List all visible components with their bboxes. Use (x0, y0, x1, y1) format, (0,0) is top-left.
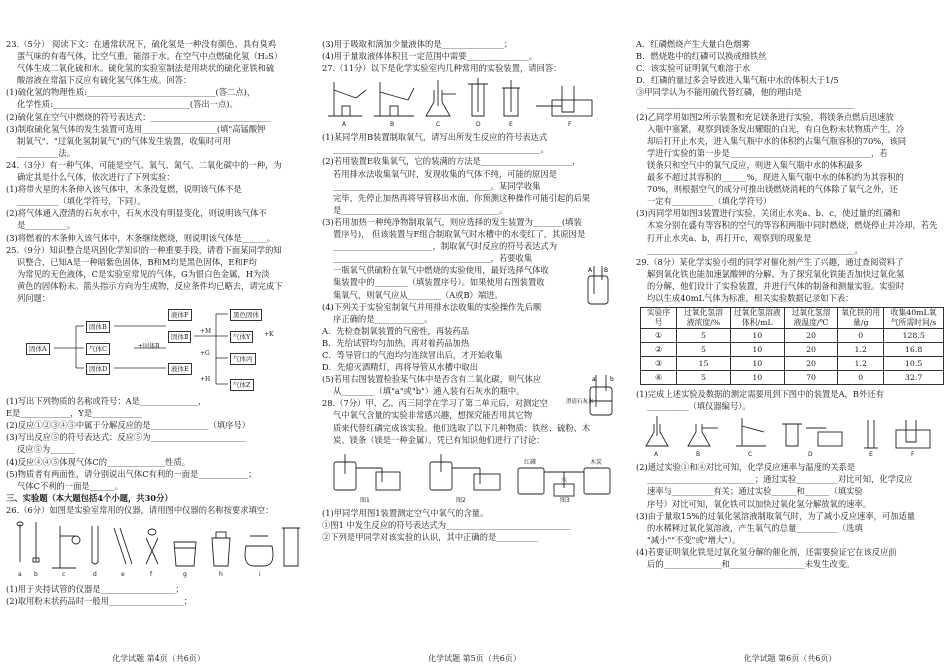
text-line: 为常见的无色液体，C是实验室常见的气体，G为银白色金属，H为淡 (17, 268, 270, 279)
device-label-a: A (342, 121, 347, 129)
measure-label-d: D (808, 451, 813, 459)
bottle-port-b: B (604, 267, 609, 275)
apparatus-label-h: h (219, 571, 223, 578)
text-line: (4)用于量取液体体积且一定范围中需要_______________。 (322, 51, 538, 62)
table-cell: 32.7 (884, 371, 944, 385)
flow-node: 黑色固体 (230, 309, 262, 321)
table-header-cell: 过氧化氢溶液浓度/% (677, 308, 731, 329)
text-line: __________法。 (17, 147, 76, 158)
text-line: 26.（6分）如图是实验室常用的仪器，请用图中仪器的名称按要求填空： (6, 504, 274, 515)
text-line: 质来代替红磷完成该实验。他们选取了以下几种物质：铁丝、硫粉、木 (333, 422, 591, 433)
table-cell: 128.5 (884, 329, 944, 343)
table-cell: 20 (784, 329, 837, 343)
table-cell: ④ (641, 371, 677, 385)
table-cell: 5 (677, 329, 731, 343)
table-cell: 16.8 (884, 343, 944, 357)
text-line: 24.（3分）有一种气体，可能是空气、氧气、氮气、二氧化碳中的一种，为 (6, 159, 282, 170)
flow-node: 气体Z (230, 379, 254, 391)
table-cell: 0 (838, 371, 884, 385)
flow-condition: +G (200, 350, 210, 358)
page-4-content (6, 38, 311, 607)
text-line: 置序号)， 但该装置与F组合制取氧气时水槽中的水变红了，其原因是 (333, 229, 586, 240)
text-line: 后的______________和__________________未发生改变。 (647, 559, 855, 569)
figure-2-caption: 图2 (456, 496, 466, 504)
table-cell: 0 (838, 329, 884, 343)
flow-node: 固体Ⅱ (168, 331, 191, 343)
text-line: "减小""不变"或"增大"）。 (647, 534, 741, 545)
text-line: 均以生成40mL气体为标准，相关实验数据记录如下表： (647, 292, 854, 303)
table-cell: ② (641, 343, 677, 357)
text-line: __________（填仪器编号）。 (647, 401, 751, 412)
table-row (641, 357, 944, 371)
text-line: 酸溶液在常温下反应有硫化氢气体生成。回答： (17, 75, 192, 86)
flow-node: 气体C (86, 343, 110, 355)
table-cell: 10 (730, 357, 784, 371)
measure-label-e: E (869, 451, 873, 459)
text-line: (1)将带火星的木条伸入该气体中，木条没复燃，说明该气体不是 (6, 184, 242, 195)
table-cell: 20 (784, 343, 837, 357)
text-line: 28.（7分）甲、乙、丙三同学在学习了第二单元后，对测定空 (322, 398, 548, 409)
text-line: 从________（填"a"或"b"）通入装有石灰水的瓶中。 (333, 386, 525, 397)
table-cell: 70 (784, 371, 837, 385)
page-6-column (636, 0, 944, 672)
text-line: 的分解，他们设计了实验装置，并进行气体的制备和测量实验。实验时 (647, 280, 905, 291)
page-4-footer: 化学试题 第4页（共6页） (112, 654, 205, 663)
text-line: __________________________；通过实验__________对比可知，化学反应 (647, 474, 913, 485)
table-cell: 5 (677, 371, 731, 385)
gas-apparatus-figure (322, 76, 627, 128)
text-line: (3)制取硫化氢气体的发生装置可选用__________________(填"高锰酸钾 (6, 123, 266, 134)
text-line: (4)若要证明氧化铁是过氧化氢分解的催化剂，还需要验证它在该反应前 (636, 546, 897, 557)
text-line: A．先检查制氧装置的气密性，再装药品 (322, 325, 470, 336)
text-line: ②下列是甲同学对该实验的认识，其中正确的是__________ (322, 531, 538, 542)
text-line: ③甲同学认为不能用硫代替红磷，他的理由是 (636, 87, 802, 98)
text-line: 完毕，先停止加热再将导管移出水面，你预测这种操作可能引起的后果 (333, 192, 591, 203)
device-label-f: F (568, 121, 572, 129)
measure-label-a: A (654, 451, 659, 459)
table-row (641, 371, 944, 385)
table-row (641, 329, 944, 343)
measurement-apparatus-drawing (636, 414, 936, 458)
apparatus-label-a: a (18, 571, 22, 578)
apparatus-label-g: g (183, 571, 187, 578)
flow-node: 气体Y (230, 331, 253, 343)
apparatus-label-d: d (93, 571, 97, 578)
text-line: (3)若用加热一种纯净物制取氧气，则应选择的发生装置为_______(填装 (322, 216, 582, 227)
text-line: ______________________________________。某同学收集 (333, 180, 541, 191)
text-line: 蛋气味的有毒气体，比空气重，能溶于水。在空气中点燃硫化氢（H₂S） (17, 51, 283, 62)
figure-1-caption: 图1 (360, 496, 370, 504)
text-line: B．先给试管均匀加热，再对着药品加热 (322, 337, 470, 348)
flow-condition: +H (200, 376, 211, 384)
flow-node: 液体F (168, 309, 192, 321)
text-line: __________________________________________________ (647, 99, 855, 110)
text-line: (3)丙同学用如图3装置进行实验，关闭止水夹a、b、c，使过量的红磷和 (636, 208, 901, 219)
text-line: (2)通过实验①和④对比可知，化学反应速率与温度的关系是 (636, 462, 856, 473)
table-header-cell: 过氧化氢溶液体积/mL (730, 308, 784, 329)
flow-node: 固体A (26, 343, 50, 355)
apparatus-label-b: b (34, 571, 38, 578)
text-line: 集装置中的________（填装置序号）。如果使用右图装置收 (333, 277, 545, 288)
text-line: 序正确的是____________。 (333, 313, 433, 324)
lab-apparatus-drawing (6, 518, 306, 580)
table-cell: ① (641, 329, 677, 343)
table-cell: 10.5 (884, 357, 944, 371)
text-line: 确定其是什么气体，依次进行了下列实验： (17, 172, 175, 183)
text-line: 解到氧化铁也能加速氯酸钾的分解。为了探究氧化铁能否加快过氧化氢 (647, 268, 905, 279)
text-line: (1)某同学用B装置制取氧气，请写出所发生反应的符号表达式 (322, 132, 548, 143)
water-label: 水 (561, 476, 568, 484)
text-line: 27.（11分）以下是化学实验室内几种常用的实验装置，请回答： (322, 63, 562, 74)
table-cell: 20 (784, 357, 837, 371)
text-line: 集氧气，则氧气应从________（A或B）端进。 (333, 289, 503, 300)
text-line: 最多不超过其容积的______%。现进入集气瓶中水的体积约为其容积的 (647, 172, 904, 183)
air-oxygen-experiment-figures (322, 448, 627, 504)
text-line: 识整合，已知A是一种暗紫色固体，B和M均是黑色固体，E和F均 (17, 256, 257, 267)
flow-condition: +固体B (138, 343, 160, 351)
text-line: D．先熄灭酒精灯，再将导管从水槽中取出 (322, 362, 478, 373)
text-line: 木炭分别在盛有等容积的空气的等容积两瓶中同时燃烧，燃烧停止并冷却，若先 (647, 220, 938, 231)
text-line: 速率与__________有关；通过实验______和______（填实验 (647, 486, 863, 497)
text-line: (2)乙同学用如图2所示装置和充足镁条进行实验，将镁条点燃后迅速放 (636, 111, 894, 122)
text-line: 化学性质:_________________________________(答出一点)。 (17, 99, 238, 110)
gas-apparatus-drawing (322, 76, 622, 128)
text-line: (5)物质者有两面性，请分别说出气体C有利的一面是____________； (6, 468, 257, 479)
device-label-c: C (436, 121, 441, 129)
text-line: (4)下列关于实验室制氧气并用排水法收集的实验操作先后顺 (322, 301, 542, 312)
text-line: 镁条只和空气中的氧气反应，则进入集气瓶中水的体积最多 (647, 159, 863, 170)
text-line: 制氧气"、"过氧化氢制氧气")的气体发生装置，收集时可用 (17, 135, 231, 146)
table-header-cell: 过氧化氢溶液温度/℃ (784, 308, 837, 329)
text-line: 若用排水法收集氧气时，发现收集的气体不纯，可能的原因是 (333, 168, 558, 179)
text-line: (3)由于量取15%的过氧化氢溶液制取氧气时，为了减小反应速率，可加适量 (636, 510, 916, 521)
text-line: __________（填化学符号，下同）。 (17, 196, 146, 207)
text-line: __________________________________________________。 (647, 244, 863, 255)
red-phosphorus-label: 红磷 (524, 458, 537, 466)
page-6-content (636, 38, 944, 570)
page-5-footer: 化学试题 第5页（共6页） (428, 654, 521, 663)
limewater-bottle-figure (566, 373, 624, 421)
text-line: 黄色的固体粉末。箭头指示方向为生成物，反应条件均已略去，请完成下 (17, 280, 283, 291)
table-header-row (641, 308, 944, 329)
flow-condition: +K (264, 331, 274, 339)
text-line: 气体生成二氧化硫和水。硫化氢的实验室制法是用块状的硫化亚铁和硫 (17, 63, 275, 74)
text-line: C．该实验可证明氧气难溶于水 (636, 63, 751, 74)
text-line: 70%，则根据空气的成分可推出镁燃烧消耗的气体除了氧气之外，还 (647, 184, 898, 195)
table-cell: 10 (730, 343, 784, 357)
text-line: 打开止水夹a、b，再打开c，观察到的现象是 (647, 232, 812, 243)
text-line: B．燃烧匙中的红磷可以换成细铁丝 (636, 51, 767, 62)
table-header-cell: 氧化铁的用量/g (838, 308, 884, 329)
apparatus-label-f: f (150, 571, 153, 578)
flow-node: 液体E (168, 363, 192, 375)
text-line: __________________________________________________。 (333, 144, 549, 155)
text-line: 是______________________________________。 (333, 204, 508, 215)
flow-chart-knowledge-network (6, 306, 311, 392)
experiment-data-table (640, 307, 944, 385)
text-line: (3)将燃着的木条伸入该气体中，木条继续燃烧，则说明该气体是______。 (6, 232, 275, 243)
text-line: (2)硫化氢在空气中燃烧的符号表达式：_____________________________ (6, 111, 271, 122)
table-cell: 1.2 (838, 343, 884, 357)
flow-node: 气体丙 (230, 353, 256, 365)
text-line: 一定有__________（填化学符号） (647, 196, 772, 207)
table-cell: 10 (730, 329, 784, 343)
flow-condition: +M (200, 328, 212, 336)
text-line: (2)若用装置E收集氧气，它的装满的方法是______________________， (322, 156, 581, 167)
apparatus-label-e: e (121, 571, 125, 578)
flow-node: 固体B (86, 321, 110, 333)
measure-label-b: B (696, 451, 701, 459)
text-line: (2)取用粉末状药品时一般用__________________； (6, 596, 192, 607)
table-row (641, 343, 944, 357)
text-line: ______________________________________，若要收集 (333, 253, 533, 264)
table-cell: 1.2 (838, 357, 884, 371)
lab-apparatus-figure (6, 518, 311, 580)
text-line: (3)用于吸取和滴加少量液体的是_______________； (322, 39, 513, 49)
text-line: 列问题： (17, 292, 51, 303)
text-line: (1)甲同学用图1装置测定空气中氧气的含量。 (322, 507, 489, 518)
text-line: (5)若用右图装置检验某气体中是否含有二氧化碳，则气体应 (322, 374, 542, 385)
text-line: 炭、镁条（镁是一种金属）。凭已有知识他们进行了讨论： (333, 434, 545, 445)
device-label-b: B (390, 121, 395, 129)
text-line: 却后打开止水夹，进入集气瓶中水的体积约占集气瓶容积的70%，该同 (647, 135, 907, 146)
text-line: 三、实验题（本大题包括4个小题，共30分） (6, 492, 173, 503)
apparatus-label-c: c (62, 571, 66, 578)
page-4-column (6, 0, 311, 672)
device-label-e: E (509, 121, 513, 129)
text-line: (4)反应④④⑤体现气体C的______________性质。 (6, 456, 191, 467)
page-6-footer: 化学试题 第6页（共6页） (743, 654, 837, 663)
air-oxygen-drawing (322, 448, 622, 504)
text-line: 29.（8分）某化学实验小组的同学对催化剂产生了兴趣，通过查阅资料了 (636, 256, 904, 267)
text-line: (1)用于夹持试管的仪器是__________________； (6, 584, 184, 594)
text-line: E是____________，Y是____________ (6, 408, 142, 419)
measure-label-c: C (748, 451, 753, 459)
measure-label-f: F (911, 451, 915, 459)
table-cell: 15 (677, 357, 731, 371)
text-line: ①图1 中发生反应的符号表达式为______________________________ (322, 519, 571, 530)
limewater-port-b: b (610, 376, 614, 384)
text-line: (3)写出反应⑤的符号表达式：反应⑤为_______________________ (6, 432, 246, 443)
measurement-apparatus-figure (636, 414, 944, 458)
text-line: D．红磷的量过多会导致进入集气瓶中水的体积大于1/5 (636, 75, 839, 86)
flow-node: 固体D (86, 363, 110, 375)
text-line: 入瓶中塞紧，观察到镁条发出耀眼的白光，有白色粉末状物质产生，冷 (647, 123, 905, 134)
text-line: 是__________。 (17, 220, 76, 231)
limewater-port-a: a (592, 376, 596, 384)
page-5-column (322, 0, 627, 672)
charcoal-label: 木炭 (590, 458, 603, 466)
table-cell: ③ (641, 357, 677, 371)
device-label-d: D (476, 121, 481, 129)
page-5-content (322, 38, 627, 543)
text-line: 23.（5分） 阅读下文：在通常状况下，硫化氢是一种没有颜色、具有臭鸡 (6, 39, 277, 49)
text-line: 气中氧气含量的实验非常感兴趣，想探究能否用其它物 (333, 410, 533, 421)
text-line: 序号）对比可知，氧化铁可以加快过氧化氢分解放氧的速率。 (647, 498, 872, 509)
text-line: (1)写出下列物质的名称或符号：A是______________， (6, 396, 207, 407)
text-line: A．红磷燃烧产生大量白色烟雾 (636, 39, 750, 49)
text-line: 一瓶氧气供硫粉在氧气中燃烧的实验使用，最好选择气体收 (333, 265, 549, 276)
text-line: 25.（9分）知识整合是巩固化学知识的一种重要手段，请看下面某同学的知 (6, 244, 282, 255)
table-header-cell: 实验序号 (641, 308, 677, 329)
text-line: ________________________，制取氧气时反应的符号表达式为 (333, 241, 558, 252)
table-cell: 10 (730, 371, 784, 385)
text-line: 的水稀释过氧化氢溶液，产生氧气的总量__________（选填 (647, 522, 863, 533)
text-line: C．等导管口的气泡均匀连续冒出后，才开始收集 (322, 349, 503, 360)
figure-3-caption: 图3 (560, 496, 570, 504)
apparatus-label-i: i (259, 571, 261, 578)
text-line: 学进行实验的第一步是__________________________________，若 (647, 147, 888, 158)
bottle-port-a: A (588, 267, 593, 275)
text-line: (2)反应①②③④⑤中属于分解反应的是______________（填序号） (6, 420, 251, 431)
limewater-label: 澄清石灰水 (566, 399, 594, 406)
table-cell: 5 (677, 343, 731, 357)
gas-collection-bottle-figure (574, 264, 622, 308)
text-line: 气体C不利的一面是______。 (17, 480, 123, 491)
table-header-cell: 收集40mL氧气所需时间/s (884, 308, 944, 329)
text-line: (2)将气体通入澄清的石灰水中，石灰水没有明显变化，则说明该气体不 (6, 208, 267, 219)
text-line: (1)硫化氢的物理性质:_______________________________(答二点)， (6, 87, 256, 98)
text-line: (1)完成上述实验及数据的测定需要用到下图中的装置是A，B外还有 (636, 389, 884, 400)
text-line: 反应⑤为______ (17, 444, 76, 455)
